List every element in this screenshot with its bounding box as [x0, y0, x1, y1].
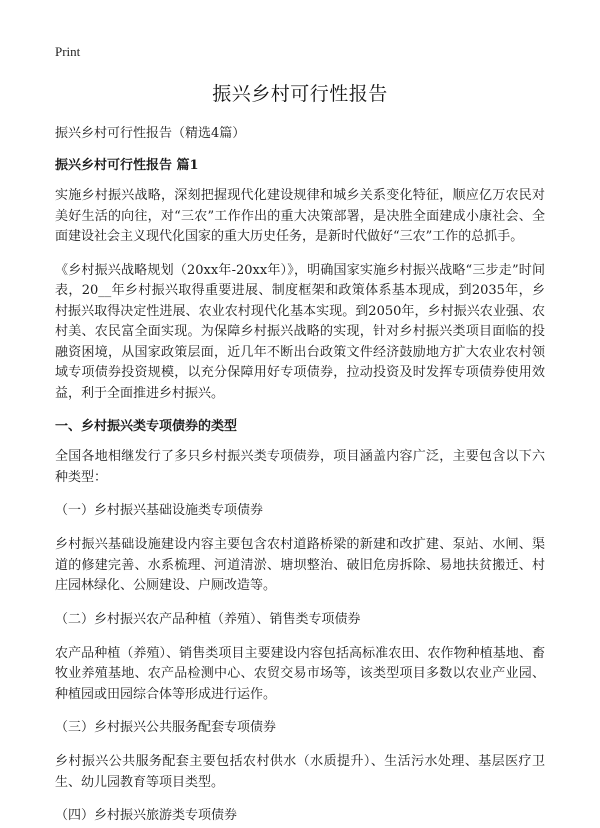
document-title: 振兴乡村可行性报告 — [212, 83, 388, 105]
item-body-public-service: 乡村振兴公共服务配套主要包括农村供水（水质提升）、生活污水处理、基层医疗卫生、幼儿园教育等项目类型。 — [55, 754, 545, 790]
item-body-infrastructure: 乡村振兴基础设施建设内容主要包含农村道路桥梁的新建和改扩建、泵站、水闸、渠道的修建完善、水系梳理、河道清淤、塘坝整治、破旧危房拆除、易地扶贫搬迁、村庄园林绿化、公厕建设、户厕改造等。 — [55, 537, 545, 593]
paragraph-strategy: 《乡村振兴战略规划（20xx年-20xx年）》，明确国家实施乡村振兴战略“三步走”时间表，20__年乡村振兴取得重要进展、制度框架和政策体系基本现成，到2035年，乡村振兴取得决定性进展、农业农村现代化基本实现。到2050年，乡村振兴农业强、农村美、农民富全面实现。为保障乡村振兴战略的实现，针对乡村振兴类项目面临的投融资困境，从国家政策层面，近几年不断出台政策文件经济鼓励地方扩大农业农村领域专项债券投资规模，以充分保障用好专项债券，拉动投资及时发挥专项债券使用效益，利于全面推进乡村振兴。 — [55, 262, 545, 401]
paragraph-intro: 实施乡村振兴战略，深刻把握现代化建设规律和城乡关系变化特征，顺应亿万农民对美好生活的向往，对“三农”工作作出的重大决策部署，是决胜全面建成小康社会、全面建设社会主义现代化国家的重大历史任务，是新时代做好“三农”工作的总抓手。 — [55, 188, 545, 244]
item-heading-tourism: （四）乡村振兴旅游类专项债券 — [55, 808, 238, 823]
print-label: Print — [55, 44, 81, 59]
section-heading: 一、乡村振兴类专项债券的类型 — [55, 419, 238, 434]
item-heading-public-service: （三）乡村振兴公共服务配套专项债券 — [55, 720, 277, 735]
section-intro: 全国各地相继发行了多只乡村振兴类专项债券，项目涵盖内容广泛，主要包含以下六种类型： — [55, 449, 545, 485]
item-heading-agriculture: （二）乡村振兴农产品种植（养殖）、销售类专项债券 — [55, 611, 361, 627]
item-heading-infrastructure: （一）乡村振兴基础设施类专项债券 — [55, 503, 264, 518]
item-body-agriculture: 农产品种植（养殖）、销售类项目主要建设内容包括高标准农田、农作物种植基地、畜牧业养殖基地、农产品检测中心、农贸交易市场等，该类型项目多数以农业产业园、种植园或田园综合体等形成进行运作。 — [55, 645, 545, 702]
document-subtitle: 振兴乡村可行性报告（精选4篇） — [55, 126, 246, 141]
article-heading: 振兴乡村可行性报告 篇1 — [55, 158, 199, 173]
